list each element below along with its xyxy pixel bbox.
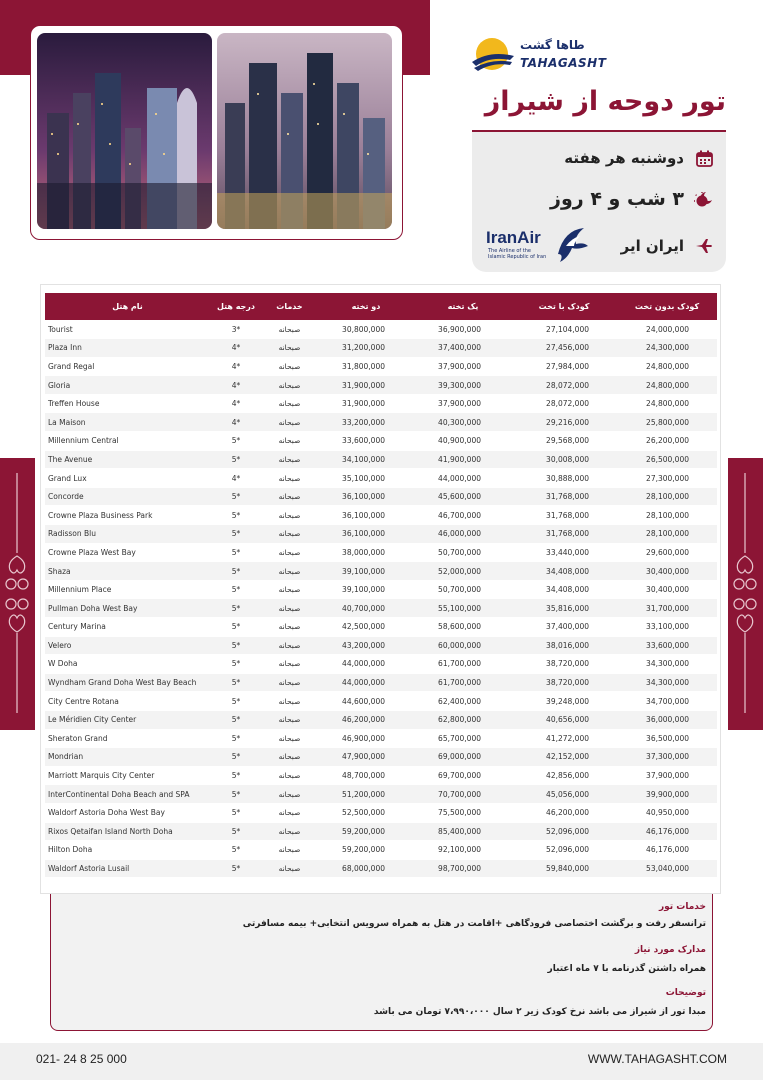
tour-info-card (472, 132, 726, 272)
child-with-bed-price-cell: 52,096,000 (511, 841, 617, 860)
child-with-bed-price-cell: 27,104,000 (511, 320, 617, 339)
single-price-cell: 55,100,000 (415, 599, 511, 618)
child-with-bed-price-cell: 35,816,000 (511, 599, 617, 618)
services-cell: صبحانه (262, 413, 317, 432)
child-no-bed-price-cell: 28,100,000 (617, 525, 717, 544)
services-cell: صبحانه (262, 580, 317, 599)
services-cell: صبحانه (262, 673, 317, 692)
services-cell: صبحانه (262, 487, 317, 506)
child-no-bed-price-cell: 24,800,000 (617, 394, 717, 413)
services-cell: صبحانه (262, 469, 317, 488)
hotel-grade-cell: 5* (210, 655, 262, 674)
table-row (45, 376, 717, 395)
hotel-name-cell: Sheraton Grand (45, 729, 210, 748)
airplane-icon (694, 236, 714, 256)
hotel-name-cell: Plaza Inn (45, 339, 210, 358)
right-decorative-band (728, 458, 763, 730)
table-row (45, 729, 717, 748)
double-price-cell: 30,800,000 (317, 320, 415, 339)
hotel-grade-cell: 5* (210, 562, 262, 581)
hotel-name-cell: W Doha (45, 655, 210, 674)
child-no-bed-price-cell: 29,600,000 (617, 543, 717, 562)
single-price-cell: 37,400,000 (415, 339, 511, 358)
hotel-name-cell: The Avenue (45, 450, 210, 469)
doha-skyline-photo-left (37, 33, 212, 229)
table-row (45, 413, 717, 432)
services-cell: صبحانه (262, 450, 317, 469)
child-no-bed-price-cell: 33,600,000 (617, 636, 717, 655)
table-row (45, 357, 717, 376)
single-price-cell: 62,800,000 (415, 710, 511, 729)
child-no-bed-price-cell: 46,176,000 (617, 841, 717, 860)
hotel-name-cell: Waldorf Astoria Lusail (45, 859, 210, 878)
single-price-cell: 40,900,000 (415, 432, 511, 451)
hotel-grade-cell: 5* (210, 710, 262, 729)
services-text: ترانسفر رفت و برگشت اختصاصی فرودگاهی +اقامت در هتل به همراه سرویس انتخابی+ بیمه مسافرتی (242, 919, 706, 929)
hotel-name-cell: Treffen House (45, 394, 210, 413)
hotel-grade-cell: 5* (210, 859, 262, 878)
table-row (45, 599, 717, 618)
hotel-grade-cell: 5* (210, 636, 262, 655)
single-price-cell: 39,300,000 (415, 376, 511, 395)
child-no-bed-price-cell: 28,100,000 (617, 487, 717, 506)
single-price-cell: 98,700,000 (415, 859, 511, 878)
hotel-grade-cell: 4* (210, 413, 262, 432)
double-price-cell: 59,200,000 (317, 822, 415, 841)
table-row (45, 673, 717, 692)
child-no-bed-price-cell: 30,400,000 (617, 562, 717, 581)
hotel-name-cell: Hilton Doha (45, 841, 210, 860)
price-table-panel (40, 284, 721, 894)
hotel-grade-cell: 3* (210, 320, 262, 339)
child-no-bed-price-cell: 37,300,000 (617, 748, 717, 767)
tahagasht-logo-mark (470, 36, 516, 76)
header-hotel-grade: درجه هتل (216, 302, 256, 311)
child-no-bed-price-cell: 37,900,000 (617, 766, 717, 785)
hotel-grade-cell: 5* (210, 822, 262, 841)
child-no-bed-price-cell: 24,300,000 (617, 339, 717, 358)
services-cell: صبحانه (262, 785, 317, 804)
child-with-bed-price-cell: 27,456,000 (511, 339, 617, 358)
double-price-cell: 46,200,000 (317, 710, 415, 729)
double-price-cell: 47,900,000 (317, 748, 415, 767)
hotel-name-cell: Crowne Plaza West Bay (45, 543, 210, 562)
child-no-bed-price-cell: 33,100,000 (617, 618, 717, 637)
child-no-bed-price-cell: 24,800,000 (617, 376, 717, 395)
table-row (45, 766, 717, 785)
double-price-cell: 31,200,000 (317, 339, 415, 358)
tour-notes-panel (50, 894, 713, 1031)
child-with-bed-price-cell: 39,248,000 (511, 692, 617, 711)
hotel-name-cell: Concorde (45, 487, 210, 506)
hotel-name-cell: Millennium Central (45, 432, 210, 451)
hotel-name-cell: Marriott Marquis City Center (45, 766, 210, 785)
hotel-name-cell: Crowne Plaza Business Park (45, 506, 210, 525)
child-with-bed-price-cell: 38,720,000 (511, 655, 617, 674)
single-price-cell: 37,900,000 (415, 357, 511, 376)
child-with-bed-price-cell: 45,056,000 (511, 785, 617, 804)
table-body (45, 320, 717, 878)
child-no-bed-price-cell: 28,100,000 (617, 506, 717, 525)
table-row (45, 487, 717, 506)
double-price-cell: 35,100,000 (317, 469, 415, 488)
table-row (45, 692, 717, 711)
documents-text: همراه داشتن گذرنامه با ۷ ماه اعتبار (547, 964, 706, 974)
table-row (45, 432, 717, 451)
single-price-cell: 40,300,000 (415, 413, 511, 432)
child-with-bed-price-cell: 52,096,000 (511, 822, 617, 841)
left-decorative-band (0, 458, 35, 730)
hotel-name-cell: Grand Regal (45, 357, 210, 376)
iranair-tagline: The Airline of the Islamic Republic of Iran (488, 248, 547, 260)
single-price-cell: 46,700,000 (415, 506, 511, 525)
hotel-name-cell: Millennium Place (45, 580, 210, 599)
single-price-cell: 69,000,000 (415, 748, 511, 767)
table-row (45, 525, 717, 544)
table-row (45, 822, 717, 841)
double-price-cell: 43,200,000 (317, 636, 415, 655)
header-hotel-name: نام هتل (112, 302, 143, 311)
single-price-cell: 62,400,000 (415, 692, 511, 711)
services-cell: صبحانه (262, 506, 317, 525)
hotel-name-cell: Shaza (45, 562, 210, 581)
hotel-grade-cell: 5* (210, 450, 262, 469)
hotel-grade-cell: 5* (210, 525, 262, 544)
double-price-cell: 31,800,000 (317, 357, 415, 376)
hotel-name-cell: Century Marina (45, 618, 210, 637)
hotel-grade-cell: 4* (210, 469, 262, 488)
services-cell: صبحانه (262, 803, 317, 822)
double-price-cell: 33,600,000 (317, 432, 415, 451)
doha-skyline-photo-right (217, 33, 392, 229)
duration-row (550, 188, 714, 210)
child-no-bed-price-cell: 27,300,000 (617, 469, 717, 488)
single-price-cell: 52,000,000 (415, 562, 511, 581)
hotel-grade-cell: 5* (210, 618, 262, 637)
child-with-bed-price-cell: 34,408,000 (511, 562, 617, 581)
hotel-grade-cell: 5* (210, 692, 262, 711)
services-cell: صبحانه (262, 339, 317, 358)
single-price-cell: 85,400,000 (415, 822, 511, 841)
child-no-bed-price-cell: 30,400,000 (617, 580, 717, 599)
hotel-name-cell: Pullman Doha West Bay (45, 599, 210, 618)
double-price-cell: 31,900,000 (317, 376, 415, 395)
header-double: دو تخته (351, 302, 381, 311)
child-no-bed-price-cell: 46,176,000 (617, 822, 717, 841)
table-row (45, 748, 717, 767)
double-price-cell: 31,900,000 (317, 394, 415, 413)
schedule-row (564, 148, 714, 168)
brand-name-en: TAHAGASHT (520, 56, 607, 70)
single-price-cell: 61,700,000 (415, 655, 511, 674)
hotel-name-cell: Velero (45, 636, 210, 655)
services-cell: صبحانه (262, 394, 317, 413)
table-row (45, 655, 717, 674)
single-price-cell: 50,700,000 (415, 580, 511, 599)
single-price-cell: 41,900,000 (415, 450, 511, 469)
hotel-grade-cell: 4* (210, 394, 262, 413)
double-price-cell: 51,200,000 (317, 785, 415, 804)
page-title: تور دوحه از شیراز (484, 86, 726, 117)
documents-heading: مدارک مورد نیاز (634, 945, 706, 955)
airline-text: ایران ایر (620, 237, 684, 255)
table-row (45, 785, 717, 804)
hotel-grade-cell: 5* (210, 841, 262, 860)
child-no-bed-price-cell: 34,700,000 (617, 692, 717, 711)
single-price-cell: 69,700,000 (415, 766, 511, 785)
services-cell: صبحانه (262, 841, 317, 860)
footer (0, 1043, 763, 1080)
child-with-bed-price-cell: 28,072,000 (511, 376, 617, 395)
services-cell: صبحانه (262, 766, 317, 785)
child-with-bed-price-cell: 31,768,000 (511, 506, 617, 525)
child-with-bed-price-cell: 38,016,000 (511, 636, 617, 655)
moon-sun-icon (694, 189, 714, 209)
child-with-bed-price-cell: 59,840,000 (511, 859, 617, 878)
services-heading: خدمات تور (658, 902, 706, 912)
double-price-cell: 33,200,000 (317, 413, 415, 432)
homa-bird-icon (554, 224, 590, 264)
child-with-bed-price-cell: 31,768,000 (511, 525, 617, 544)
services-cell: صبحانه (262, 636, 317, 655)
single-price-cell: 92,100,000 (415, 841, 511, 860)
calendar-icon (694, 148, 714, 168)
hotel-name-cell: Rixos Qetaifan Island North Doha (45, 822, 210, 841)
hotel-name-cell: La Maison (45, 413, 210, 432)
child-with-bed-price-cell: 31,768,000 (511, 487, 617, 506)
single-price-cell: 58,600,000 (415, 618, 511, 637)
brand-name-fa: طاها گشت (520, 38, 585, 52)
header-services: خدمات (276, 302, 303, 311)
child-with-bed-price-cell: 30,888,000 (511, 469, 617, 488)
single-price-cell: 37,900,000 (415, 394, 511, 413)
single-price-cell: 61,700,000 (415, 673, 511, 692)
hotel-grade-cell: 5* (210, 599, 262, 618)
services-cell: صبحانه (262, 618, 317, 637)
child-with-bed-price-cell: 33,440,000 (511, 543, 617, 562)
double-price-cell: 48,700,000 (317, 766, 415, 785)
hotel-grade-cell: 5* (210, 785, 262, 804)
table-row (45, 450, 717, 469)
double-price-cell: 59,200,000 (317, 841, 415, 860)
single-price-cell: 75,500,000 (415, 803, 511, 822)
table-row (45, 469, 717, 488)
double-price-cell: 44,600,000 (317, 692, 415, 711)
table-row (45, 562, 717, 581)
hotel-name-cell: Radisson Blu (45, 525, 210, 544)
hotel-grade-cell: 5* (210, 748, 262, 767)
single-price-cell: 45,600,000 (415, 487, 511, 506)
double-price-cell: 39,100,000 (317, 562, 415, 581)
table-row (45, 803, 717, 822)
double-price-cell: 46,900,000 (317, 729, 415, 748)
iranair-logo (486, 222, 596, 266)
table-row (45, 394, 717, 413)
table-row (45, 636, 717, 655)
services-cell: صبحانه (262, 655, 317, 674)
hotel-grade-cell: 5* (210, 432, 262, 451)
hotel-grade-cell: 5* (210, 506, 262, 525)
remarks-heading: توضیحات (665, 988, 706, 998)
left-ornament-icon (2, 458, 33, 730)
single-price-cell: 36,900,000 (415, 320, 511, 339)
hotel-name-cell: Le Méridien City Center (45, 710, 210, 729)
services-cell: صبحانه (262, 432, 317, 451)
double-price-cell: 39,100,000 (317, 580, 415, 599)
child-no-bed-price-cell: 39,900,000 (617, 785, 717, 804)
child-with-bed-price-cell: 29,216,000 (511, 413, 617, 432)
airline-row (621, 236, 714, 256)
table-row (45, 618, 717, 637)
services-cell: صبحانه (262, 748, 317, 767)
hotel-grade-cell: 4* (210, 339, 262, 358)
double-price-cell: 36,100,000 (317, 525, 415, 544)
hotel-grade-cell: 5* (210, 543, 262, 562)
header-single: یک تخته (447, 302, 479, 311)
services-cell: صبحانه (262, 543, 317, 562)
table-header-row (45, 293, 717, 320)
child-with-bed-price-cell: 40,656,000 (511, 710, 617, 729)
hotel-name-cell: Waldorf Astoria Doha West Bay (45, 803, 210, 822)
hotel-grade-cell: 4* (210, 376, 262, 395)
hotel-name-cell: City Centre Rotana (45, 692, 210, 711)
double-price-cell: 34,100,000 (317, 450, 415, 469)
services-cell: صبحانه (262, 357, 317, 376)
hotel-grade-cell: 5* (210, 487, 262, 506)
right-ornament-icon (730, 458, 761, 730)
child-no-bed-price-cell: 25,800,000 (617, 413, 717, 432)
iranair-wordmark: IranAir (486, 228, 541, 247)
child-with-bed-price-cell: 27,984,000 (511, 357, 617, 376)
hotel-grade-cell: 5* (210, 766, 262, 785)
child-with-bed-price-cell: 37,400,000 (511, 618, 617, 637)
child-no-bed-price-cell: 24,000,000 (617, 320, 717, 339)
double-price-cell: 36,100,000 (317, 487, 415, 506)
child-no-bed-price-cell: 34,300,000 (617, 655, 717, 674)
services-cell: صبحانه (262, 562, 317, 581)
services-cell: صبحانه (262, 525, 317, 544)
child-no-bed-price-cell: 24,800,000 (617, 357, 717, 376)
hotel-name-cell: Wyndham Grand Doha West Bay Beach (45, 673, 210, 692)
phone-number[interactable]: 021- 24 8 25 000 (36, 1052, 127, 1066)
hotel-grade-cell: 5* (210, 803, 262, 822)
child-with-bed-price-cell: 42,152,000 (511, 748, 617, 767)
table-row (45, 580, 717, 599)
single-price-cell: 46,000,000 (415, 525, 511, 544)
services-cell: صبحانه (262, 320, 317, 339)
hotel-price-table (45, 293, 717, 878)
services-cell: صبحانه (262, 692, 317, 711)
header-child-no-bed: کودک بدون تخت (634, 302, 700, 311)
hotel-name-cell: Gloria (45, 376, 210, 395)
services-cell: صبحانه (262, 729, 317, 748)
hotel-name-cell: Grand Lux (45, 469, 210, 488)
duration-text: ۳ شب و ۴ روز (550, 188, 684, 210)
hotel-name-cell: InterContinental Doha Beach and SPA (45, 785, 210, 804)
services-cell: صبحانه (262, 710, 317, 729)
child-with-bed-price-cell: 30,008,000 (511, 450, 617, 469)
services-cell: صبحانه (262, 376, 317, 395)
child-no-bed-price-cell: 34,300,000 (617, 673, 717, 692)
single-price-cell: 50,700,000 (415, 543, 511, 562)
child-with-bed-price-cell: 42,856,000 (511, 766, 617, 785)
services-cell: صبحانه (262, 822, 317, 841)
table-row (45, 543, 717, 562)
child-with-bed-price-cell: 46,200,000 (511, 803, 617, 822)
hotel-name-cell: Mondrian (45, 748, 210, 767)
double-price-cell: 38,000,000 (317, 543, 415, 562)
single-price-cell: 70,700,000 (415, 785, 511, 804)
table-row (45, 339, 717, 358)
table-row (45, 506, 717, 525)
single-price-cell: 65,700,000 (415, 729, 511, 748)
child-no-bed-price-cell: 31,700,000 (617, 599, 717, 618)
child-no-bed-price-cell: 36,000,000 (617, 710, 717, 729)
double-price-cell: 44,000,000 (317, 655, 415, 674)
single-price-cell: 44,000,000 (415, 469, 511, 488)
tahagasht-logo (470, 36, 607, 80)
header-child-with-bed: کودک با تخت (538, 302, 590, 311)
child-with-bed-price-cell: 28,072,000 (511, 394, 617, 413)
double-price-cell: 42,500,000 (317, 618, 415, 637)
table-row (45, 859, 717, 878)
double-price-cell: 36,100,000 (317, 506, 415, 525)
child-no-bed-price-cell: 36,500,000 (617, 729, 717, 748)
double-price-cell: 44,000,000 (317, 673, 415, 692)
hotel-name-cell: Tourist (45, 320, 210, 339)
child-with-bed-price-cell: 38,720,000 (511, 673, 617, 692)
child-no-bed-price-cell: 26,500,000 (617, 450, 717, 469)
schedule-text: دوشنبه هر هفته (564, 149, 684, 167)
table-row (45, 841, 717, 860)
services-cell: صبحانه (262, 859, 317, 878)
table-row (45, 710, 717, 729)
hotel-grade-cell: 5* (210, 729, 262, 748)
child-no-bed-price-cell: 53,040,000 (617, 859, 717, 878)
child-with-bed-price-cell: 41,272,000 (511, 729, 617, 748)
child-with-bed-price-cell: 29,568,000 (511, 432, 617, 451)
double-price-cell: 68,000,000 (317, 859, 415, 878)
single-price-cell: 60,000,000 (415, 636, 511, 655)
child-no-bed-price-cell: 40,950,000 (617, 803, 717, 822)
services-cell: صبحانه (262, 599, 317, 618)
hotel-grade-cell: 4* (210, 357, 262, 376)
double-price-cell: 40,700,000 (317, 599, 415, 618)
child-with-bed-price-cell: 34,408,000 (511, 580, 617, 599)
website-link[interactable]: WWW.TAHAGASHT.COM (587, 1052, 727, 1066)
hotel-grade-cell: 5* (210, 673, 262, 692)
double-price-cell: 52,500,000 (317, 803, 415, 822)
hotel-grade-cell: 5* (210, 580, 262, 599)
remarks-text: مبدا تور از شیراز می باشد نرخ کودک زیر ۲ سال ۷،۹۹۰،۰۰۰ تومان می باشد (373, 1007, 706, 1017)
child-no-bed-price-cell: 26,200,000 (617, 432, 717, 451)
table-row (45, 320, 717, 339)
